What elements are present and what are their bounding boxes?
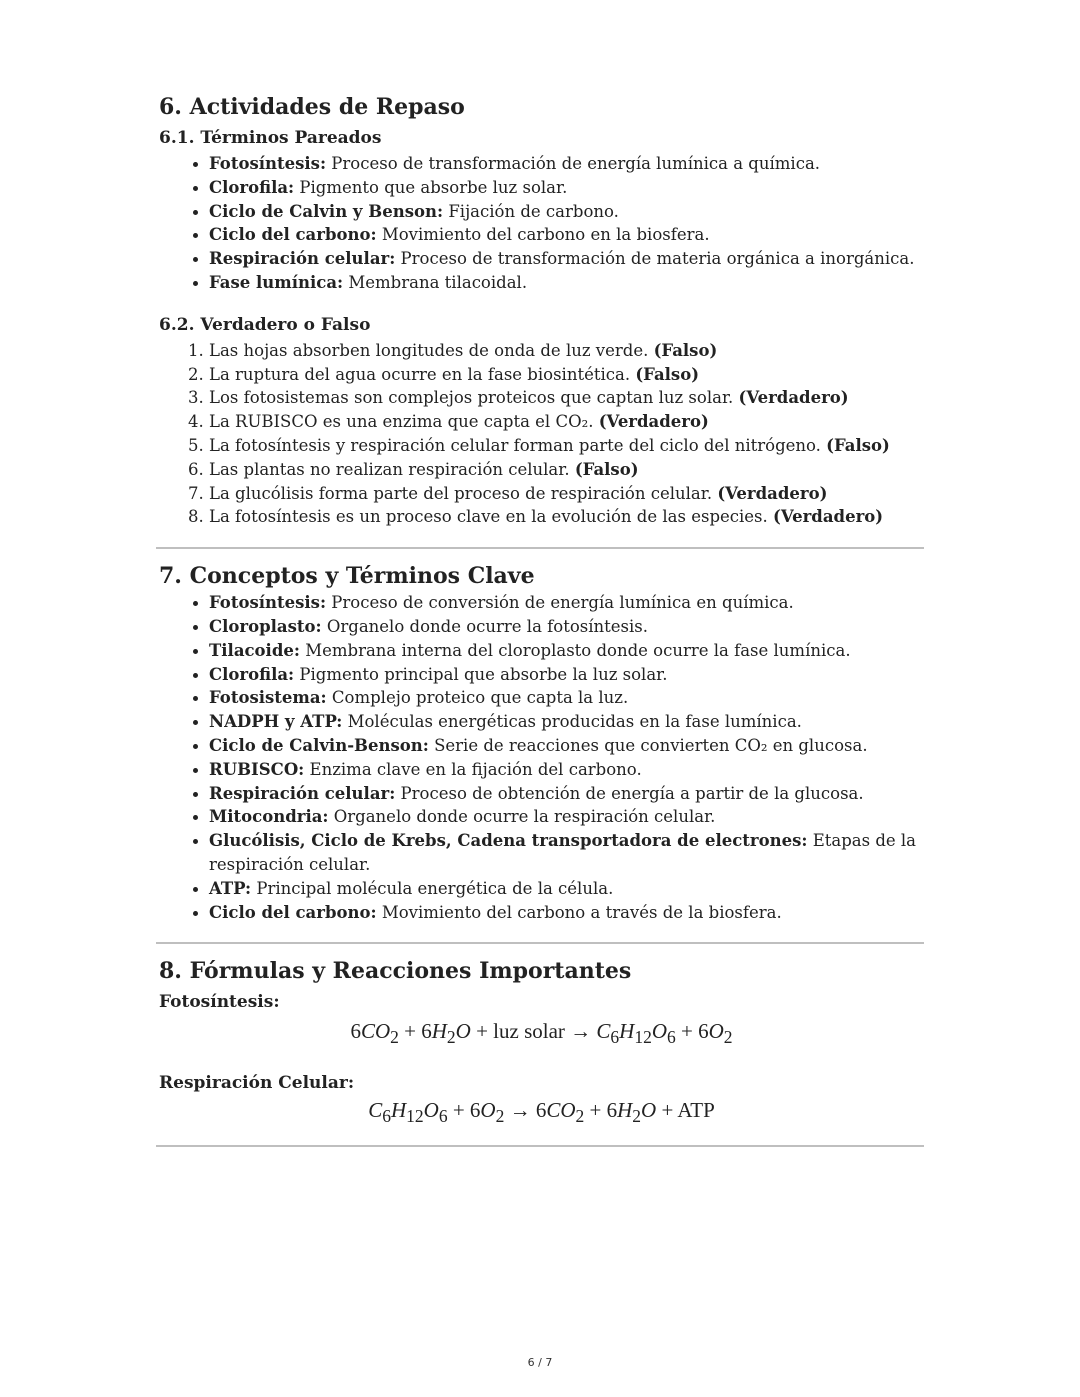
list-item: • Ciclo de Calvin-Benson: Serie de reacciones que convierten CO₂ en glucosa. [209,734,924,758]
page-number: 6 / 7 [527,1356,553,1369]
paired-terms-list [159,152,924,295]
photosynthesis-label: Fotosíntesis: [159,992,280,1013]
section-divider [156,942,924,944]
respiration-equation: $C_6H_{12}O_6 + 6O_2 \to 6CO_2 + 6H_2O$ + ATP [368,1097,715,1126]
section-7-title: 7. Conceptos y Términos Clave [159,563,535,590]
list-item: • RUBISCO: Enzima clave en la fijación del carbono. [209,758,924,782]
section-divider [156,547,924,549]
list-item: • Fotosistema: Complejo proteico que capta la luz. [209,686,924,710]
list-item: 1. Las hojas absorben longitudes de onda de luz verde. (Falso) [209,339,924,363]
list-item: 8. La fotosíntesis es un proceso clave en la evolución de las especies. (Verdadero) [209,505,924,529]
list-item: 3. Los fotosistemas son complejos proteicos que captan luz solar. (Verdadero) [209,386,924,410]
list-item: • Ciclo del carbono: Movimiento del carbono en la biosfera. [209,223,924,247]
section-6-1-title: 6.1. Términos Pareados [159,128,382,148]
section-6-2-title: 6.2. Verdadero o Falso [159,314,371,335]
cellular-respiration-label: Respiración Celular: [159,1072,355,1093]
list-item: • NADPH y ATP: Moléculas energéticas producidas en la fase lumínica. [209,710,924,734]
list-item: • Fase lumínica: Membrana tilacoidal. [209,271,924,295]
section-divider [156,1145,924,1147]
list-item: • Ciclo del carbono: Movimiento del carbono a través de la biosfera. [209,901,924,925]
list-item: • Tilacoide: Membrana interna del cloroplasto donde ocurre la fase lumínica. [209,639,924,663]
section-6-title: 6. Actividades de Repaso [159,94,465,120]
list-item: • Fotosíntesis: Proceso de transformación de energía lumínica a química. [209,152,924,176]
list-item: 4. La RUBISCO es una enzima que capta el CO₂. (Verdadero) [209,410,924,434]
key-concepts-list [159,591,924,924]
section-8-title: 8. Fórmulas y Reacciones Importantes [159,958,632,985]
list-item: • Glucólisis, Ciclo de Krebs, Cadena transportadora de electrones: Etapas de la respiración celular. [209,829,924,877]
photosynthesis-equation: $6CO_2 + 6H_2O$ + luz solar → $C_6H_{12}O_6 + 6O_2$ [350,1019,733,1048]
list-item: • Fotosíntesis: Proceso de conversión de energía lumínica en química. [209,591,924,615]
list-item: • Respiración celular: Proceso de obtención de energía a partir de la glucosa. [209,782,924,806]
list-item: • Clorofila: Pigmento principal que absorbe la luz solar. [209,663,924,687]
list-item: • Clorofila: Pigmento que absorbe luz solar. [209,176,924,200]
list-item: 2. La ruptura del agua ocurre en la fase biosintética. (Falso) [209,363,924,387]
list-item: 7. La glucólisis forma parte del proceso de respiración celular. (Verdadero) [209,482,924,506]
list-item: 5. La fotosíntesis y respiración celular forman parte del ciclo del nitrógeno. (Falso) [209,434,924,458]
list-item: • ATP: Principal molécula energética de la célula. [209,877,924,901]
document-page [159,92,924,1147]
list-item: • Respiración celular: Proceso de transformación de materia orgánica a inorgánica. [209,247,924,271]
list-item: • Mitocondria: Organelo donde ocurre la respiración celular. [209,805,924,829]
true-false-list [159,339,924,529]
list-item: • Cloroplasto: Organelo donde ocurre la fotosíntesis. [209,615,924,639]
list-item: 6. Las plantas no realizan respiración celular. (Falso) [209,458,924,482]
list-item: • Ciclo de Calvin y Benson: Fijación de carbono. [209,200,924,224]
